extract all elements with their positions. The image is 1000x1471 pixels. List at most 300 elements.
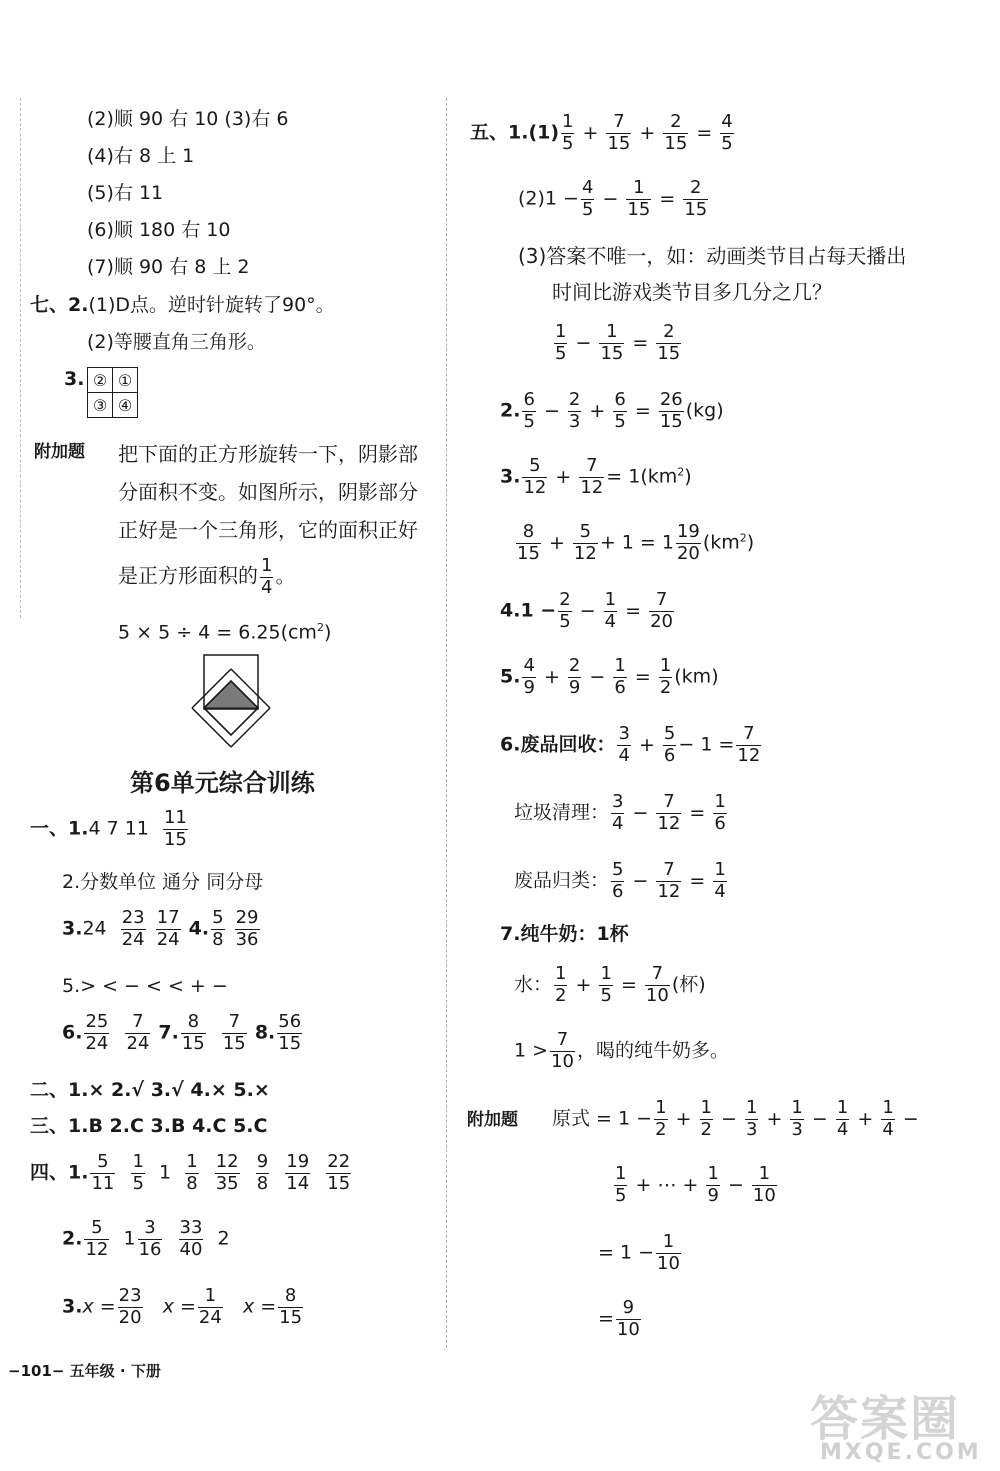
numerator: 5	[84, 1218, 109, 1240]
fraction	[554, 322, 567, 364]
operator: +	[632, 733, 661, 756]
expression	[520, 455, 606, 498]
label: 水：	[514, 973, 553, 996]
answer-line: (4)右 8 上 1	[87, 145, 195, 167]
denominator: 3	[745, 1118, 758, 1140]
fraction	[626, 178, 651, 220]
fraction	[713, 792, 726, 834]
numerator: 5	[212, 907, 224, 928]
fraction	[235, 908, 260, 950]
unit: (kg)	[685, 399, 724, 422]
label: 垃圾清理：	[514, 801, 610, 824]
denominator: 4	[714, 880, 726, 902]
numerator: 23	[121, 907, 145, 928]
grid-cell: ③	[88, 393, 113, 418]
denominator: 24	[126, 1032, 150, 1054]
text: 5 × 5 ÷ 4 = 6.25(cm	[118, 621, 317, 644]
label: 7.	[158, 1021, 179, 1044]
number-grid	[87, 367, 138, 418]
numerator: 6	[523, 389, 535, 410]
r-q7: 7.纯牛奶：1杯	[500, 923, 629, 945]
denominator: 6	[614, 676, 626, 698]
fraction	[616, 1298, 641, 1340]
denominator: 15	[278, 1032, 302, 1054]
numerator: 1	[752, 1164, 777, 1186]
fraction	[211, 908, 224, 950]
numerator: 7	[645, 964, 670, 986]
fraction	[260, 556, 273, 598]
r-q3	[500, 456, 692, 498]
r-extra-3	[598, 1232, 683, 1274]
s1-row6	[62, 1012, 304, 1054]
fraction	[599, 322, 624, 364]
unit-title: 第6单元综合训练	[130, 769, 315, 797]
numerator: 1	[791, 1097, 803, 1118]
numerator: 4	[581, 177, 594, 198]
numerator: 1	[614, 655, 626, 676]
fraction	[90, 1152, 115, 1194]
operator: −	[569, 331, 598, 354]
fraction	[121, 908, 146, 950]
fraction	[179, 1218, 204, 1260]
s1-row3	[62, 908, 262, 950]
denominator: 4	[618, 744, 630, 766]
s2-row: 二、1.× 2.√ 3.√ 4.× 5.×	[30, 1079, 270, 1101]
fraction	[836, 1098, 849, 1140]
denominator: 12	[573, 542, 597, 564]
denominator: 2	[555, 984, 567, 1006]
denominator: 4	[604, 610, 617, 632]
expression	[615, 723, 678, 766]
text: − 1 =	[678, 733, 735, 756]
fraction	[713, 860, 726, 902]
operator: −	[714, 1107, 743, 1130]
left-margin-rule	[20, 98, 21, 618]
r-q2	[500, 390, 724, 432]
fraction	[198, 1286, 223, 1328]
operator: −	[596, 187, 625, 210]
denominator: 15	[600, 342, 624, 364]
fraction	[131, 1152, 144, 1194]
numerator: 11	[163, 807, 187, 828]
fraction	[222, 1012, 247, 1054]
answer-line: (6)顺 180 右 10	[87, 219, 231, 241]
numerator: 2	[568, 389, 581, 410]
fraction	[656, 322, 681, 364]
denominator: 15	[659, 410, 683, 432]
operator: +	[537, 665, 566, 688]
numerator: 3	[618, 723, 630, 744]
s1-row2: 2.分数单位 通分 同分母	[62, 871, 264, 893]
fraction	[579, 456, 604, 498]
text: ，喝的纯牛奶多。	[576, 1039, 729, 1062]
denominator: 9	[568, 676, 581, 698]
numerator: 1	[186, 1151, 198, 1172]
r-q5	[500, 656, 719, 698]
operator: −	[805, 1107, 834, 1130]
numerator: 5	[90, 1152, 115, 1174]
text: 4 7 11	[88, 817, 149, 840]
denominator: 5	[132, 1172, 144, 1194]
numerator: 1	[198, 1286, 223, 1308]
denominator: 15	[222, 1032, 246, 1054]
fraction	[125, 1012, 150, 1054]
operator: −	[537, 399, 566, 422]
numerator: 2	[683, 178, 708, 200]
fraction	[163, 808, 188, 850]
numerator: 56	[278, 1011, 302, 1032]
r-s5-1	[470, 112, 736, 154]
numerator: 1	[714, 859, 726, 880]
denominator: 2	[700, 1118, 712, 1140]
label: 3.	[500, 465, 521, 488]
fraction	[550, 1030, 575, 1072]
section-label: 四、1.	[30, 1161, 89, 1184]
fraction	[654, 1098, 667, 1140]
expression	[579, 177, 710, 220]
operator: =	[628, 665, 657, 688]
operator: +	[549, 465, 578, 488]
label: 6.废品回收：	[500, 733, 616, 756]
grid-cell: ④	[113, 393, 138, 418]
operator: =	[683, 869, 712, 892]
numerator: 1	[700, 1097, 712, 1118]
fraction	[611, 792, 624, 834]
s1-row1	[30, 808, 190, 850]
denominator: 12	[657, 812, 681, 834]
r-q7c	[514, 1030, 729, 1072]
operator: +	[576, 121, 605, 144]
fraction	[676, 522, 701, 564]
text: 2	[217, 1227, 230, 1250]
page-footer: −101− 五年级 · 下册	[8, 1362, 161, 1380]
numerator: 1	[261, 555, 273, 576]
denominator: 5	[555, 342, 567, 364]
expression	[552, 321, 683, 364]
fraction	[278, 1286, 303, 1328]
numerator: 1	[132, 1151, 144, 1172]
variable: x =	[242, 1295, 277, 1318]
numerator: 2	[656, 322, 681, 344]
text: 1 >	[514, 1039, 549, 1062]
denominator: 4	[612, 812, 624, 834]
denominator: 35	[215, 1172, 239, 1194]
numerator: 5	[663, 723, 676, 744]
r-q6b	[514, 792, 729, 834]
expression	[609, 859, 729, 902]
numerator: 1	[555, 963, 567, 984]
fraction	[522, 456, 547, 498]
denominator: 4	[882, 1118, 894, 1140]
superscript: 2	[739, 531, 747, 545]
operator: −	[573, 599, 602, 622]
denominator: 5	[615, 1184, 627, 1206]
denominator: 15	[684, 198, 708, 220]
numerator: 17	[156, 907, 180, 928]
expression	[520, 655, 674, 698]
denominator: 11	[91, 1172, 115, 1194]
fraction	[611, 860, 624, 902]
fraction	[614, 1164, 627, 1206]
label: 5.	[500, 665, 521, 688]
numerator: 1	[714, 791, 726, 812]
s1-row5: 5.> < − < < + −	[62, 975, 228, 997]
label: 废品归类：	[514, 869, 610, 892]
r-q3b	[514, 522, 754, 564]
denominator: 8	[186, 1172, 198, 1194]
r-s5-2	[518, 178, 710, 220]
denominator: 20	[118, 1306, 142, 1328]
operator: =	[628, 399, 657, 422]
denominator: 20	[676, 542, 700, 564]
numerator: 19	[676, 521, 700, 542]
text: 24	[82, 917, 107, 940]
denominator: 10	[645, 984, 669, 1006]
fraction	[522, 656, 535, 698]
text: )	[684, 465, 692, 488]
q7-3-label: 3.	[64, 368, 85, 390]
r-q7b	[514, 964, 706, 1006]
answer-line: (2)顺 90 右 10 (3)右 6	[87, 108, 289, 130]
denominator: 10	[551, 1050, 574, 1072]
s4-row1	[30, 1152, 353, 1194]
fraction	[736, 724, 761, 766]
label: 4.	[188, 917, 210, 940]
denominator: 15	[279, 1306, 303, 1328]
numerator: 26	[659, 389, 683, 410]
numerator: 7	[579, 456, 604, 478]
label: 6.	[62, 1021, 83, 1044]
fraction	[617, 724, 630, 766]
operator: =	[626, 331, 655, 354]
fraction	[326, 1152, 351, 1194]
operator: −	[896, 1107, 919, 1130]
numerator: 7	[736, 724, 761, 746]
denominator: 14	[286, 1172, 310, 1194]
numerator: 19	[286, 1151, 310, 1172]
fraction	[613, 656, 626, 698]
numerator: 9	[616, 1298, 641, 1320]
fraction	[181, 1012, 206, 1054]
numerator: 8	[278, 1286, 303, 1308]
fraction	[558, 590, 571, 632]
text: 是正方形面积的	[118, 563, 258, 588]
fraction	[659, 656, 672, 698]
expression	[552, 963, 672, 1006]
r-extra-2	[612, 1164, 779, 1206]
column-divider	[446, 98, 447, 1348]
denominator: 40	[179, 1238, 203, 1260]
denominator: 6	[714, 812, 726, 834]
numerator: 1	[626, 178, 651, 200]
numerator: 1	[604, 589, 617, 610]
label: 4.1 −	[500, 599, 557, 622]
numerator: 4	[523, 655, 535, 676]
fraction	[752, 1164, 777, 1206]
text: (2)1 −	[518, 187, 579, 210]
fraction	[285, 1152, 310, 1194]
numerator: 8	[516, 522, 541, 544]
numerator: 9	[256, 1151, 269, 1172]
expression	[556, 589, 676, 632]
r-q6	[500, 724, 763, 766]
fraction	[568, 656, 581, 698]
text: 。	[275, 563, 296, 588]
extra-text: 正好是一个三角形，它的面积正好	[118, 518, 418, 542]
operator: =	[614, 973, 643, 996]
r-s5-3b: 时间比游戏类节目多几分之几？	[552, 280, 832, 304]
expression	[514, 521, 600, 564]
fraction	[656, 792, 681, 834]
operator: −	[721, 1173, 750, 1196]
watermark-url: MXQE.COM	[820, 1440, 982, 1465]
section-label: 七、2.	[30, 294, 89, 316]
fraction	[156, 908, 181, 950]
fraction	[84, 1012, 109, 1054]
operator: +	[669, 1107, 698, 1130]
numerator: 7	[649, 590, 674, 612]
numerator: 22	[327, 1151, 351, 1172]
denominator: 8	[212, 928, 224, 950]
denominator: 12	[657, 880, 681, 902]
expression	[609, 791, 729, 834]
r-q4	[500, 590, 676, 632]
denominator: 5	[559, 610, 571, 632]
numerator: 5	[612, 859, 624, 880]
operator: =	[653, 187, 682, 210]
unit: (杯)	[671, 973, 706, 996]
denominator: 5	[721, 132, 733, 154]
text: )	[746, 531, 755, 554]
numerator: 1	[562, 111, 574, 132]
expression	[652, 1097, 919, 1140]
r-q6c	[514, 860, 729, 902]
numerator: 8	[181, 1012, 206, 1034]
numerator: 1	[655, 1097, 667, 1118]
denominator: 24	[198, 1306, 222, 1328]
numerator: 3	[138, 1218, 163, 1240]
numerator: 2	[568, 655, 581, 676]
label: 8.	[254, 1021, 276, 1044]
fraction	[659, 390, 684, 432]
denominator: 6	[612, 880, 624, 902]
fraction	[683, 178, 708, 220]
denominator: 15	[657, 342, 681, 364]
fraction	[790, 1098, 803, 1140]
denominator: 5	[600, 984, 612, 1006]
numerator: 2	[559, 589, 571, 610]
numerator: 1	[707, 1163, 719, 1184]
extra-label: 附加题	[34, 442, 85, 462]
fraction	[881, 1098, 894, 1140]
numerator: 1	[615, 1163, 627, 1184]
denominator: 9	[707, 1184, 719, 1206]
fraction	[656, 1232, 681, 1274]
numerator: 12	[215, 1151, 239, 1172]
numerator: 2	[663, 112, 688, 134]
numerator: 6	[614, 389, 626, 410]
extra-text-frac	[118, 556, 295, 598]
denominator: 15	[607, 132, 631, 154]
numerator: 1	[555, 321, 567, 342]
denominator: 24	[85, 1032, 109, 1054]
denominator: 6	[663, 744, 676, 766]
denominator: 15	[627, 198, 651, 220]
operator: +	[569, 973, 598, 996]
numerator: 1	[659, 655, 672, 676]
fraction	[573, 522, 598, 564]
s4-row3	[62, 1286, 305, 1328]
operator: +	[583, 399, 612, 422]
variable: x =	[162, 1295, 196, 1318]
grid-cell: ②	[88, 368, 113, 393]
numerator: 1	[882, 1097, 894, 1118]
variable: x =	[82, 1295, 116, 1318]
label: 2.	[500, 399, 521, 422]
denominator: 15	[517, 542, 540, 564]
fraction	[599, 964, 612, 1006]
fraction	[645, 964, 670, 1006]
fraction	[118, 1286, 143, 1328]
expression	[520, 389, 685, 432]
expression	[559, 111, 736, 154]
denominator: 5	[523, 410, 535, 432]
operator: −	[626, 869, 655, 892]
fraction	[706, 1164, 719, 1206]
denominator: 5	[614, 410, 626, 432]
numerator: 7	[125, 1012, 150, 1034]
numerator: 1	[745, 1097, 758, 1118]
label: 3.	[62, 917, 83, 940]
denominator: 24	[156, 928, 180, 950]
operator: −	[583, 665, 612, 688]
extra-text: 把下面的正方形旋转一下，阴影部	[118, 442, 418, 466]
text: 1	[159, 1161, 172, 1184]
operator: +	[851, 1107, 880, 1130]
label: 2.	[62, 1227, 83, 1250]
numerator: 33	[179, 1217, 203, 1238]
s4-row2	[62, 1218, 230, 1260]
answer-line: (5)右 11	[87, 182, 164, 204]
fraction	[663, 724, 676, 766]
numerator: 1	[836, 1097, 849, 1118]
denominator: 10	[616, 1318, 640, 1340]
denominator: 12	[85, 1238, 109, 1260]
operator: =	[690, 121, 719, 144]
denominator: 15	[181, 1032, 205, 1054]
numerator: 1	[656, 1232, 681, 1254]
denominator: 3	[568, 410, 581, 432]
text: = 1 −	[598, 1241, 655, 1264]
superscript: 2	[677, 465, 685, 479]
fraction	[277, 1012, 302, 1054]
fraction	[604, 590, 617, 632]
denominator: 20	[650, 610, 674, 632]
denominator: 10	[657, 1252, 680, 1274]
denominator: 16	[138, 1238, 162, 1260]
denominator: 12	[523, 476, 547, 498]
denominator: 2	[655, 1118, 667, 1140]
fraction	[84, 1218, 109, 1260]
numerator: 5	[573, 522, 598, 544]
text: 1	[123, 1227, 136, 1250]
fraction	[613, 390, 626, 432]
answer-line: (7)顺 90 右 8 上 2	[87, 256, 250, 278]
fraction	[581, 178, 594, 220]
expression	[612, 1163, 779, 1206]
denominator: 3	[791, 1118, 803, 1140]
operator: +	[633, 121, 662, 144]
